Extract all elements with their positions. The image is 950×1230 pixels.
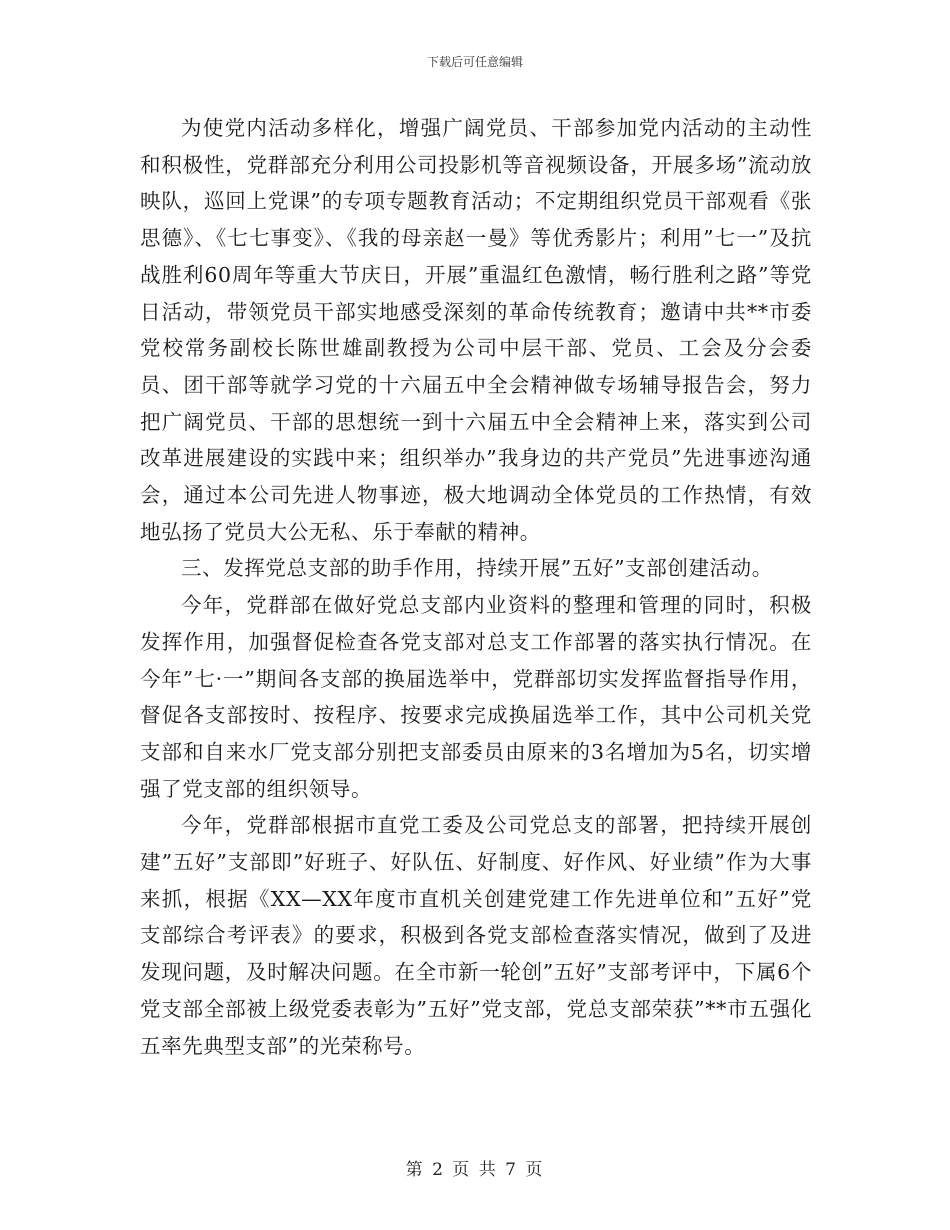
page-number: 第 2 页 共 7 页 xyxy=(405,1160,545,1180)
paragraph: 今年，党群部根据市直党工委及公司党总支的部署，把持续开展创建”五好”支部即”好班子、好队伍、好制度、好作风、好业绩”作为大事来抓，根据《XX—XX年度市直机关创建党建工作先进单位和”五好”党支部综合考评表》的要求，积极到各党支部检查落实情况，做到了及进发现问题，及时解决问题。在全市新一轮创”五好”支部考评中，下属6个党支部全部被上级党委表彰为”五好”党支部，党总支部荣获”**市五强化五率先典型支部”的光荣称号。 xyxy=(140,813,812,1058)
paragraph: 为使党内活动多样化，增强广阔党员、干部参加党内活动的主动性和积极性，党群部充分利用公司投影机等音视频设备，开展多场”流动放映队，巡回上党课”的专项专题教育活动；不定期组织党员干部观看《张思德》、《七七事变》、《我的母亲赵一曼》等优秀影片；利用”七一”及抗战胜利60周年等重大节庆日，开展”重温红色激情，畅行胜利之路”等党日活动，带领党员干部实地感受深刻的革命传统教育；邀请中共**市委党校常务副校长陈世雄副教授为公司中层干部、党员、工会及分会委员、团干部等就学习党的十六届五中全会精神做专场辅导报告会，努力把广阔党员、干部的思想统一到十六届五中全会精神上来，落实到公司改革进展建设的实践中来；组织举办”我身边的共产党员”先进事迹沟通会，通过本公司先进人物事迹，极大地调动全体党员的工作热情，有效地弘扬了党员大公无私、乐于奉献的精神。 xyxy=(140,116,812,544)
document-body xyxy=(140,110,812,1064)
paragraph: 今年，党群部在做好党总支部内业资料的整理和管理的同时，积极发挥作用，加强督促检查各党支部对总支工作部署的落实执行情况。在今年”七·一”期间各支部的换届选举中，党群部切实发挥监督指导作用，督促各支部按时、按程序、按要求完成换届选举工作，其中公司机关党支部和自来水厂党支部分别把支部委员由原来的3名增加为5名，切实增强了党支部的组织领导。 xyxy=(140,593,812,801)
section-heading: 三、发挥党总支部的助手作用，持续开展”五好”支部创建活动。 xyxy=(181,556,773,581)
header-note: 下载后可任意编辑 xyxy=(426,55,523,69)
